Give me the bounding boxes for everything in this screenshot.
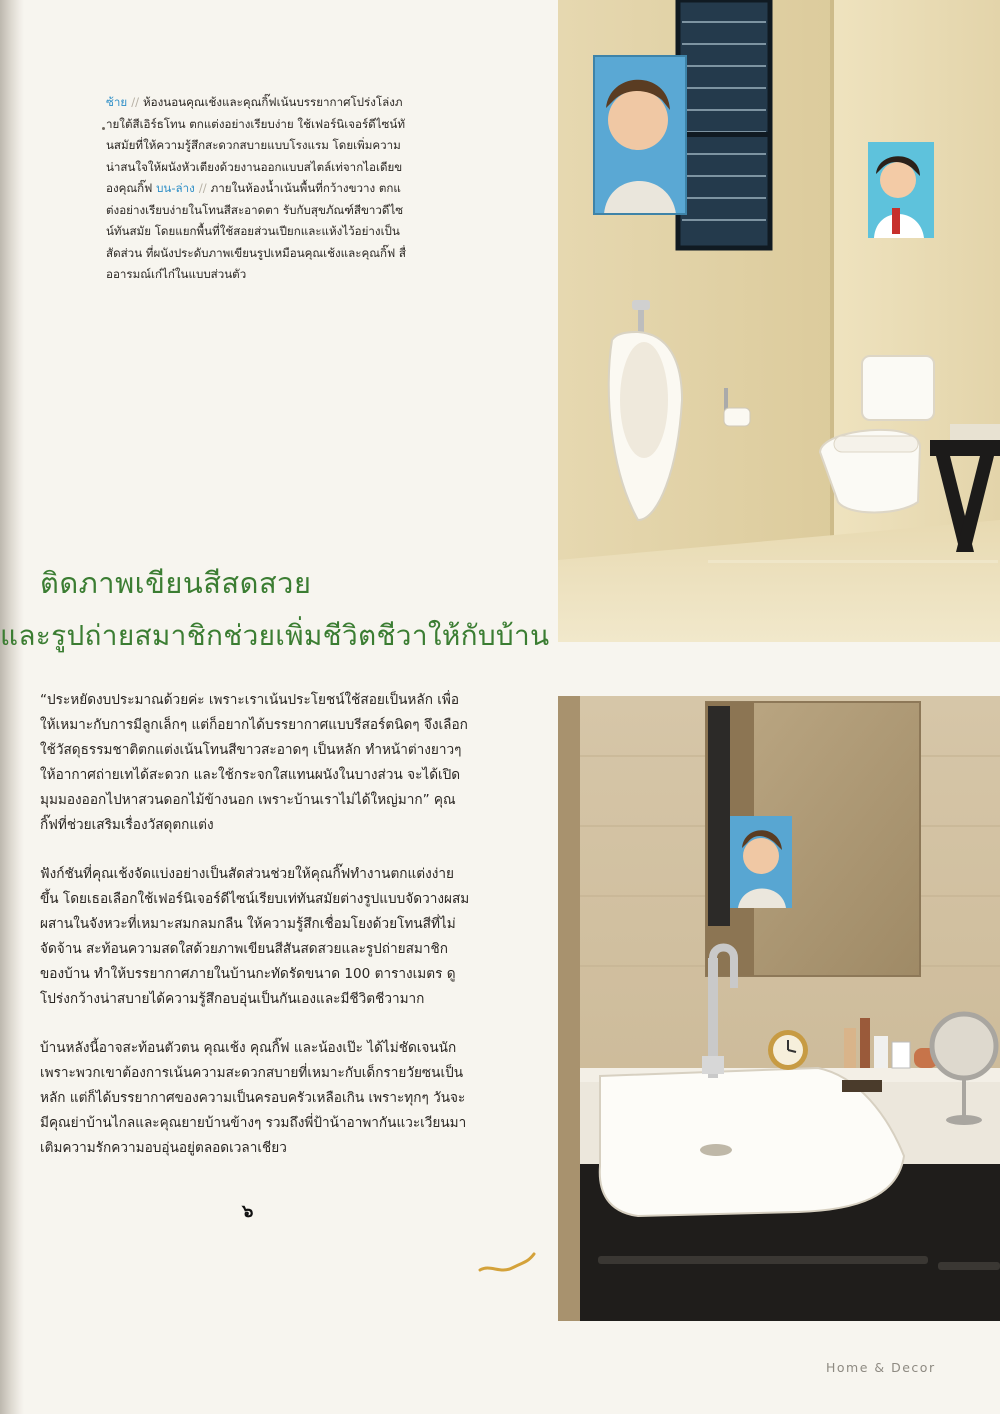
caption-paragraph	[106, 92, 406, 286]
headline-line-2: และรูปถ่ายสมาชิกช่วยเพิ่มชีวิตชีวาให้กับบ้าน	[0, 619, 550, 652]
page-gutter-shadow	[0, 0, 24, 1414]
bathroom-sink-photo	[558, 696, 1000, 1321]
caption-left-text: ห้องนอนคุณเช้งและคุณกิ๊ฟเน้นบรรยากาศโปร่งโล่งภายใต้สีเอิร์ธโทน ตกแต่งอย่างเรียบง่าย ใช้เฟอร์นิเจอร์ดีไซน์ทันสมัยที่ให้ความรู้สึกสะดวกสบายแบบโรงแรม โดยเพิ่มความน่าสนใจให้ผนังหัวเตียงด้วยงานออกแบบสไตล์เท่จากไอเดียของคุณกิ๊ฟ	[106, 95, 405, 195]
article-body	[40, 688, 470, 1185]
end-mark: ๖	[242, 1201, 254, 1222]
caption-key-left: ซ้าย	[106, 95, 128, 109]
caption-bullet	[102, 127, 105, 130]
body-paragraph-2: ฟังก์ชันที่คุณเช้งจัดแบ่งอย่างเป็นสัดส่วนช่วยให้คุณกิ๊ฟทำงานตกแต่งง่ายขึ้น โดยเธอเลือกใช้เฟอร์นิเจอร์ดีไซน์เรียบเท่ทันสมัยต่างรูปแบบจัดวางผสมผสานในจังหวะที่เหมาะสมกลมกลืน ให้ความรู้สึกเชื่อมโยงด้วยโทนสีที่ไม่จัดจ้าน สะท้อนความสดใสด้วยภาพเขียนสีสันสดสวยและรูปถ่ายสมาชิกของบ้าน ทำให้บรรยากาศภายในบ้านกะทัดรัดขนาด 100 ตารางเมตร ดูโปร่งกว้างน่าสบายได้ความรู้สึกอบอุ่นเป็นกันเองและมีชีวิตชีวามาก	[40, 866, 470, 1007]
caption-top-bottom-text: ภายในห้องน้ำเน้นพื้นที่กว้างขวาง ตกแต่งอย่างเรียบง่ายในโทนสีสะอาดตา รับกับสุขภัณฑ์สีขาวดีไซน์ทันสมัย โดยแยกพื้นที่ใช้สอยส่วนเปียกและแห้งไว้อย่างเป็นสัดส่วน ที่ผนังประดับภาพเขียนรูปเหมือนคุณเช้งและคุณกิ๊ฟ สื่ออารมณ์เก๋ไก๋ในแบบส่วนตัว	[106, 181, 406, 281]
magazine-footer: Home & Decor	[826, 1360, 936, 1375]
caption-separator: //	[198, 181, 207, 195]
body-paragraph-3: บ้านหลังนี้อาจสะท้อนตัวตน คุณเช้ง คุณกิ๊ฟ และน้องเป๊ะ ได้ไม่ชัดเจนนัก เพราะพวกเขาต้องการเน้นความสะดวกสบายที่เหมาะกับเด็กรายวัยซนเป็นหลัก แต่ก็ได้บรรยากาศของความเป็นครอบครัวเหลือเกิน เพราะทุกๆ วันจะมีคุณย่าบ้านไกลและคุณยายบ้านข้างๆ รวมถึงพี่ป้าน้าอาพากันแวะเวียนมาเติมความรักความอบอุ่นอยู่ตลอดเวลาเชียว	[40, 1040, 467, 1156]
photo-caption	[106, 92, 406, 286]
headline-line-1: ติดภาพเขียนสีสดสวย	[40, 566, 312, 600]
caption-separator: //	[131, 95, 139, 109]
squiggle-mark	[478, 1248, 538, 1278]
body-paragraph-1: “ประหยัดงบประมาณด้วยค่ะ เพราะเราเน้นประโยชน์ใช้สอยเป็นหลัก เพื่อให้เหมาะกับการมีลูกเล็กๆ แต่ก็อยากได้บรรยากาศแบบรีสอร์ตนิดๆ จึงเลือกใช้วัสดุธรรมชาติตกแต่งเน้นโทนสีขาวสะอาดๆ เป็นหลัก ทำหน้าต่างยาวๆ ให้อากาศถ่ายเทได้สะดวก และใช้กระจกใสแทนผนังในบางส่วน จะได้เปิดมุมมองออกไปหาสวนดอกไม้ข้างนอก เพราะบ้านเราไม่ได้ใหญ่มาก” คุณกิ๊ฟที่ช่วยเสริมเรื่องวัสดุตกแต่ง	[40, 692, 468, 833]
bathroom-toilet-photo	[558, 0, 1000, 642]
caption-key-top-bottom: บน-ล่าง	[156, 181, 195, 195]
